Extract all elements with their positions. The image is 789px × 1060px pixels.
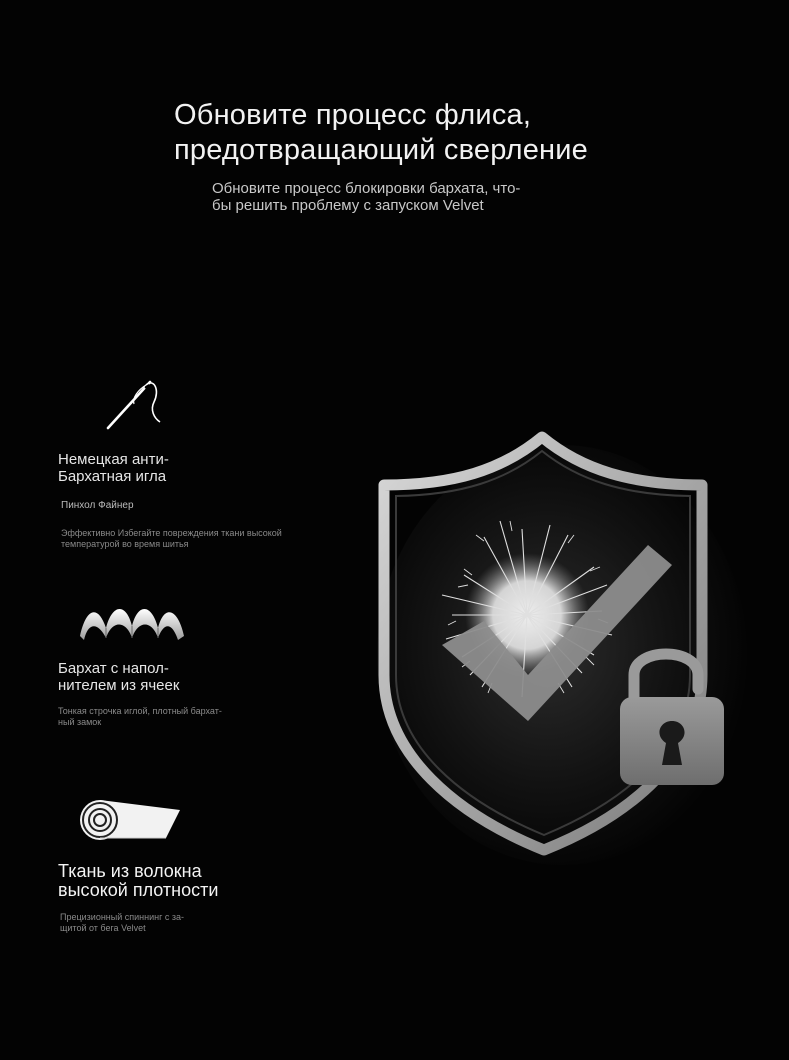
page-title	[174, 98, 694, 168]
feature-needle	[58, 451, 282, 550]
feature-fabric-desc-line-2: щитой от бега Velvet	[60, 923, 146, 933]
feature-needle-desc-line-1: Эффективно Избегайте повреждения ткани высокой	[61, 528, 282, 538]
page-subtitle-line-2: бы решить проблему с запуском Velvet	[212, 197, 484, 214]
page-title-line-2: предотвращающий сверление	[174, 134, 588, 166]
needle-thread-icon	[102, 376, 162, 432]
feature-needle-title-line-2: Бархатная игла	[58, 468, 167, 485]
feature-quilted-title-line-2: нителем из ячеек	[58, 677, 180, 694]
feature-needle-title-line-1: Немецкая анти-	[58, 451, 169, 468]
fabric-roll-icon	[74, 794, 184, 844]
shield-check-lock-icon	[372, 425, 752, 865]
feature-quilted	[58, 660, 222, 728]
feature-fabric	[58, 862, 218, 934]
feature-quilted-desc-line-1: Тонкая строчка иглой, плотный бархат-	[58, 706, 222, 716]
feature-quilted-desc-line-2: ный замок	[58, 717, 102, 727]
quilted-fabric-icon	[78, 598, 186, 644]
feature-needle-subtitle: Пинхол Файнер	[61, 500, 134, 511]
feature-fabric-desc-line-1: Прецизионный спиннинг с за-	[60, 912, 185, 922]
page-subtitle-line-1: Обновите процесс блокировки бархата, что-	[212, 180, 521, 197]
feature-fabric-title-line-1: Ткань из волокна	[58, 861, 202, 881]
feature-needle-desc-line-2: температурой во время шитья	[61, 539, 189, 549]
page-title-line-1: Обновите процесс флиса,	[174, 99, 532, 131]
page-subtitle	[212, 180, 632, 214]
feature-fabric-title-line-2: высокой плотности	[58, 880, 219, 900]
feature-quilted-title-line-1: Бархат с напол-	[58, 660, 169, 677]
